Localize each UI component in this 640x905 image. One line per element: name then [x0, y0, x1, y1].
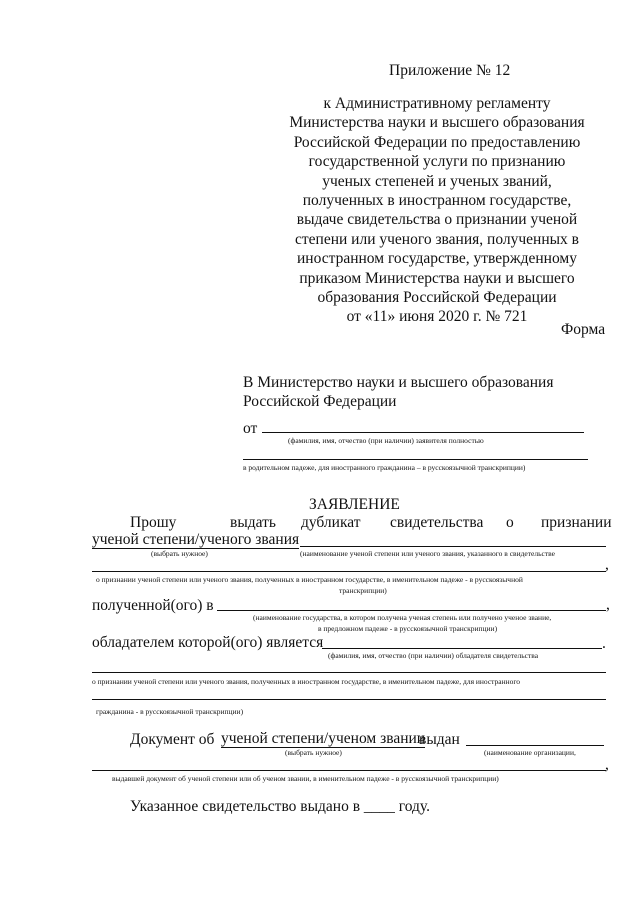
- document-post: выдан: [419, 731, 460, 748]
- applicant-name-line-2[interactable]: [243, 459, 588, 460]
- state-hint-2: в предложном падеже - в русскоязычной транскрипции): [318, 624, 498, 633]
- comma-2: ,: [606, 596, 610, 613]
- degree-name-line[interactable]: [300, 546, 606, 547]
- comma-3: ,: [605, 756, 609, 773]
- holder-line-2[interactable]: [92, 672, 606, 673]
- regulation-line: иностранном государстве, утвержденному: [297, 250, 577, 268]
- degree-choice: ученой степени/ученого звания: [92, 531, 300, 548]
- organization-line-2[interactable]: [92, 770, 606, 771]
- addressee-line2: Российской Федерации: [243, 393, 397, 410]
- applicant-case-hint: в родительном падеже, для иностранного гражданина – в русскоязычной транскрипции): [243, 463, 526, 472]
- certificate-issued-year: Указанное свидетельство выдано в ____ году.: [130, 798, 431, 815]
- regulation-line: государственной услуги по признанию: [308, 153, 566, 171]
- degree-name-hint: (наименование ученой степени или ученого звания, указанного в свидетельстве: [300, 549, 555, 558]
- regulation-line: полученных в иностранном государстве,: [302, 192, 572, 209]
- degree-name-line-2[interactable]: [92, 571, 606, 572]
- regulation-line: образования Российской Федерации: [317, 289, 557, 306]
- regulation-line: от «11» июня 2020 г. № 721: [346, 308, 528, 326]
- period-1: .: [602, 635, 606, 652]
- state-name-line[interactable]: [217, 610, 606, 611]
- state-hint-1: (наименование государства, в котором получена ученая степень или получено ученое звание,: [253, 613, 552, 622]
- document-pre: Документ об: [130, 731, 215, 748]
- holder-name-line[interactable]: [322, 648, 602, 649]
- applicant-name-hint: (фамилия, имя, отчество (при наличии) заявителя полностью: [288, 436, 484, 445]
- statement-title: ЗАЯВЛЕНИЕ: [309, 496, 400, 513]
- word-proshu: Прошу: [130, 514, 177, 531]
- regulation-line: к Административному регламенту: [323, 95, 551, 112]
- addressee-line1: В Министерство науки и высшего образования: [243, 374, 554, 391]
- holder-label: обладателем которой(ого) является: [92, 634, 324, 651]
- from-label: от: [243, 420, 258, 437]
- recognition-hint-2: транскрипции): [339, 586, 387, 595]
- regulation-line: Министерства науки и высшего образования: [289, 114, 585, 132]
- organization-hint: (наименование организации,: [484, 748, 576, 757]
- appendix-title: Приложение № 12: [389, 62, 511, 79]
- word-svidetelstva: свидетельства: [390, 514, 484, 531]
- word-o: о: [506, 514, 514, 531]
- regulation-line: ученых степеней и ученых званий,: [322, 172, 552, 190]
- word-dublikat: дубликат: [301, 514, 361, 531]
- regulation-line: выдаче свидетельства о признании ученой: [296, 211, 578, 229]
- regulation-line: степени или ученого звания, полученных в: [295, 230, 579, 248]
- holder-hint-3: гражданина - в русскоязычной транскрипции): [96, 707, 244, 716]
- comma-1: ,: [605, 556, 609, 573]
- regulation-line: Российской Федерации по предоставлению: [293, 133, 581, 151]
- received-in-label: полученной(ого) в: [92, 597, 214, 614]
- organization-hint-2: выдавшей документ об ученой степени или об ученом звании, в именительном падеже - в русскоязычной транскрипции): [112, 774, 499, 783]
- word-vydat: выдать: [230, 514, 276, 531]
- holder-hint-1: (фамилия, имя, отчество (при наличии) обладателя свидетельства: [328, 651, 539, 660]
- recognition-hint-1: о признании ученой степени или ученого звания, полученных в иностранном государстве, в именительном падеже - в русскоязычной: [96, 575, 523, 584]
- form-label: Форма: [561, 321, 606, 338]
- holder-line-3[interactable]: [92, 699, 606, 700]
- document-choice: ученой степени/ученом звании: [221, 730, 426, 747]
- choose-hint-2: (выбрать нужное): [285, 748, 342, 757]
- organization-line[interactable]: [466, 745, 604, 746]
- holder-hint-2: о признании ученой степени или ученого звания, полученных в иностранном государстве, в именительном падеже, для иностранного: [92, 677, 521, 686]
- choose-hint: (выбрать нужное): [151, 549, 208, 558]
- regulation-line: приказом Министерства науки и высшего: [299, 269, 575, 287]
- word-priznanii: признании: [541, 514, 612, 531]
- applicant-name-line[interactable]: [262, 432, 584, 433]
